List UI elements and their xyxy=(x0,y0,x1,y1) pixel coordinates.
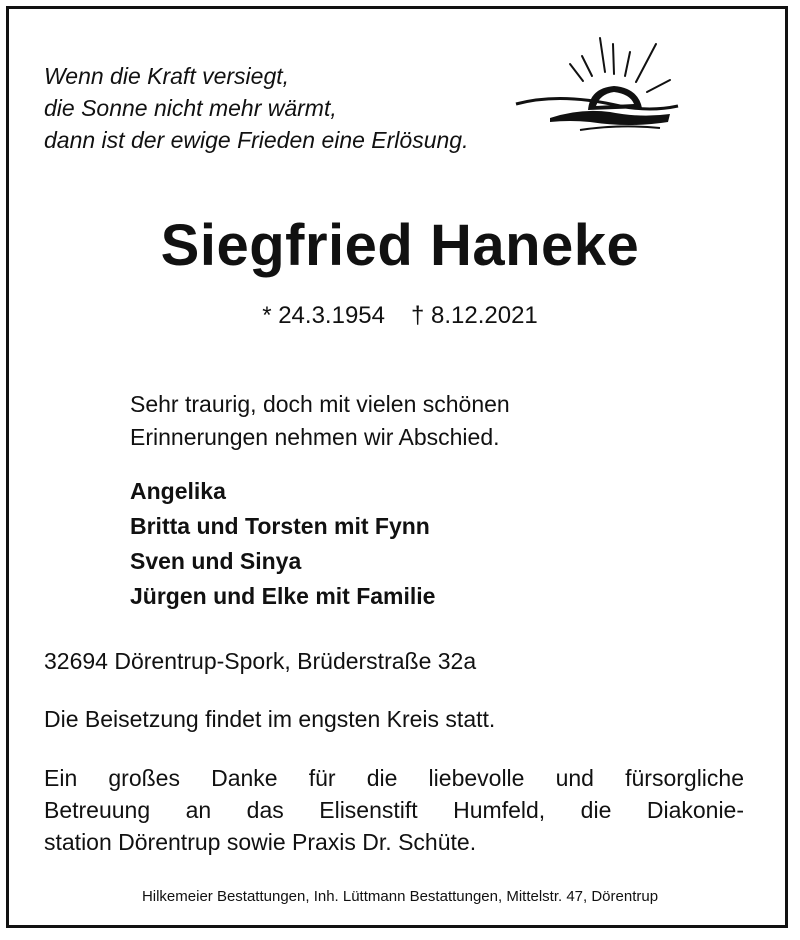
horizon-ground xyxy=(550,111,670,125)
thanks-line: station Dörentrup sowie Praxis Dr. Schüte. xyxy=(44,829,477,855)
deceased-name: Siegfried Haneke xyxy=(160,213,640,278)
farewell-line: Erinnerungen nehmen wir Abschied. xyxy=(130,424,500,450)
sun-ray xyxy=(582,56,592,76)
farewell-line: Sehr traurig, doch mit vielen schönen xyxy=(130,391,510,417)
birth-date: * 24.3.1954 xyxy=(262,302,385,329)
thanks-text xyxy=(44,762,744,858)
mourner: Sven und Sinya xyxy=(130,548,302,574)
address: 32694 Dörentrup-Spork, Brüderstraße 32a xyxy=(44,648,477,674)
quote-line: dann ist der ewige Frieden eine Erlösung. xyxy=(44,127,469,153)
death-date: † 8.12.2021 xyxy=(410,302,538,329)
setting-sun-icon xyxy=(510,32,680,142)
thanks-line: Betreuung an das Elisenstift Humfeld, die Diakonie- xyxy=(44,797,744,823)
mourner: Angelika xyxy=(130,478,226,504)
mourner: Britta und Torsten mit Fynn xyxy=(130,513,430,539)
funeral-home-footer: Hilkemeier Bestattungen, Inh. Lüttmann Bestattungen, Mittelstr. 47, Dörentrup xyxy=(141,888,659,905)
horizon-lower-line xyxy=(580,126,660,130)
life-dates xyxy=(0,302,800,330)
mourners-list xyxy=(130,474,435,614)
mourner: Jürgen und Elke mit Familie xyxy=(130,583,436,609)
sun-ray xyxy=(636,44,656,82)
sun-ray xyxy=(647,80,670,92)
burial-notice: Die Beisetzung findet im engsten Kreis statt. xyxy=(44,706,496,732)
quote-line: Wenn die Kraft versiegt, xyxy=(44,63,290,89)
sun-ray xyxy=(613,44,614,74)
sun-ray xyxy=(625,52,630,76)
sun-ray xyxy=(600,38,605,72)
sun-ray xyxy=(570,64,583,81)
quote-line: die Sonne nicht mehr wärmt, xyxy=(44,95,337,121)
opening-quote xyxy=(44,60,468,156)
thanks-line: Ein großes Danke für die liebevolle und fürsorgliche xyxy=(44,765,744,791)
farewell-text xyxy=(130,388,510,454)
